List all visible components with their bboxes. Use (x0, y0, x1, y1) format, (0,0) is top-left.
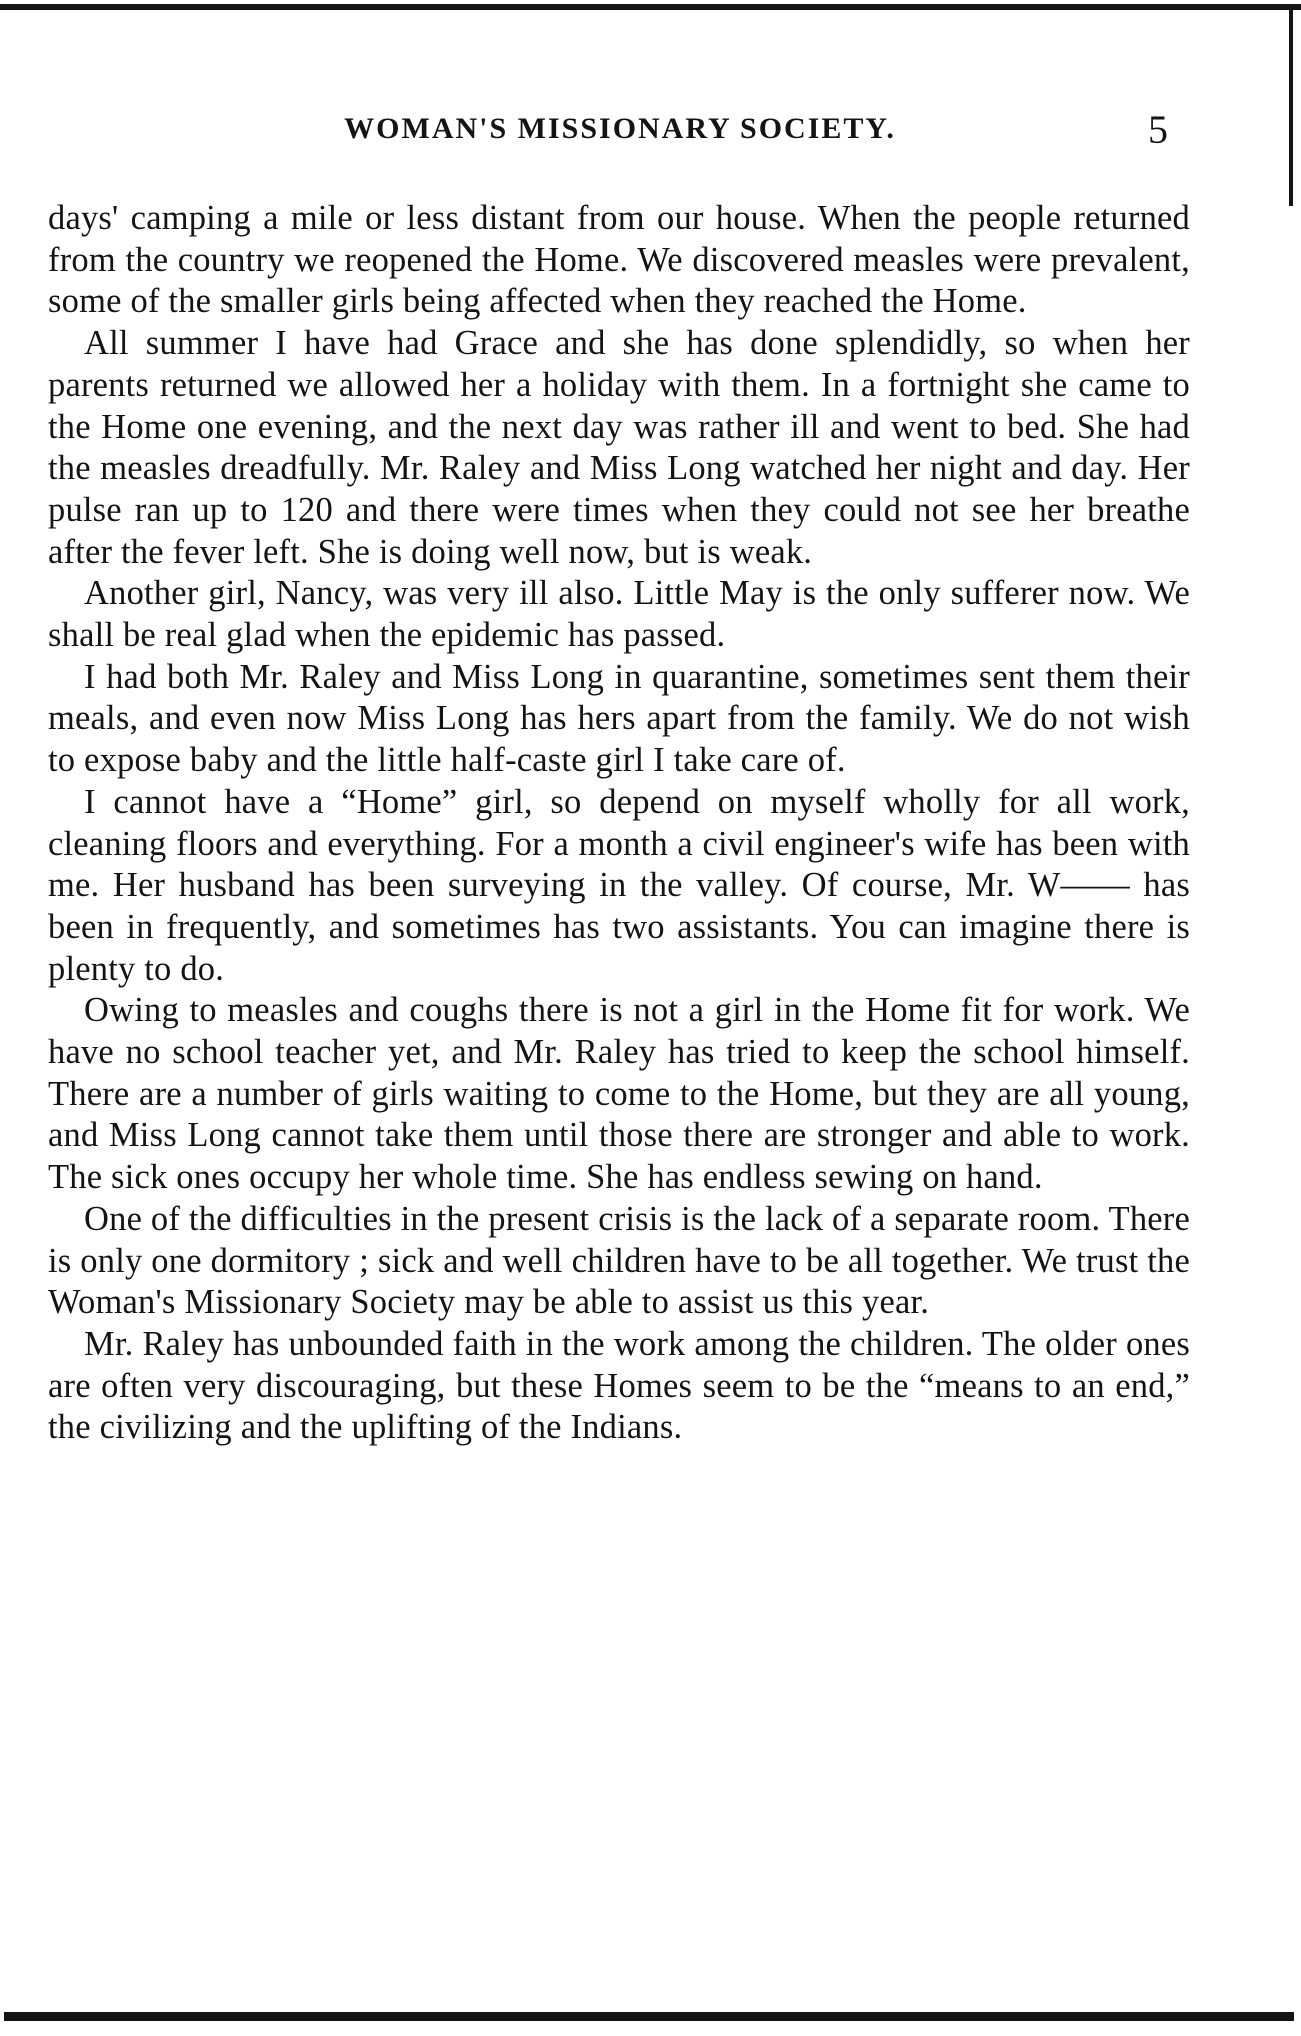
paragraph-1: days' camping a mile or less distant from our house. When the people returned from the country we reopened the Home. We discovered measles were prevalent, some of the smaller girls being affected when they reached the Home. (48, 199, 1190, 321)
bottom-border-rule (4, 2012, 1294, 2021)
body-text (48, 198, 1190, 1449)
top-border-rule (0, 4, 1301, 10)
running-title: WOMAN'S MISSIONARY SOCIETY. (344, 112, 896, 145)
paragraph-7: One of the difficulties in the present crisis is the lack of a separate room. There is only one dormitory ; sick and well children have to be all together. We trust the Woman's Missionary Society may be able to assist us this year. (48, 1199, 1190, 1322)
paragraph-8: Mr. Raley has unbounded faith in the work among the children. The older ones are often very discouraging, but these Homes seem to be the “means to an end,” the civilizing and the uplifting of the Indians. (48, 1324, 1190, 1447)
right-edge-rule (1289, 6, 1293, 206)
paragraph-5: I cannot have a “Home” girl, so depend on myself wholly for all work, cleaning floors and everything. For a month a civil engineer's wife has been with me. Her husband has been surveying in the valley. Of course, Mr. W—— has been in frequently, and sometimes has two assistants. You can imagine there is plenty to do. (48, 782, 1190, 988)
page-number: 5 (1148, 107, 1168, 152)
running-header (0, 107, 1301, 156)
paragraph-2: All summer I have had Grace and she has done splendidly, so when her parents returned we allowed her a holiday with them. In a fortnight she came to the Home one evening, and the next day was rather ill and went to bed. She had the measles dreadfully. Mr. Raley and Miss Long watched her night and day. Her pulse ran up to 120 and there were times when they could not see her breathe after the fever left. She is doing well now, but is weak. (48, 324, 1190, 571)
paragraph-6: Owing to measles and coughs there is not a girl in the Home fit for work. We have no school teacher yet, and Mr. Raley has tried to keep the school himself. There are a number of girls waiting to come to the Home, but they are all young, and Miss Long cannot take them until those there are stronger and able to work. The sick ones occupy her whole time. She has endless sewing on hand. (48, 991, 1190, 1197)
paragraph-4: I had both Mr. Raley and Miss Long in quarantine, sometimes sent them their meals, and even now Miss Long has hers apart from the family. We do not wish to expose baby and the little half-caste girl I take care of. (48, 657, 1190, 780)
paragraph-3: Another girl, Nancy, was very ill also. Little May is the only sufferer now. We shall be real glad when the epidemic has passed. (48, 574, 1190, 655)
